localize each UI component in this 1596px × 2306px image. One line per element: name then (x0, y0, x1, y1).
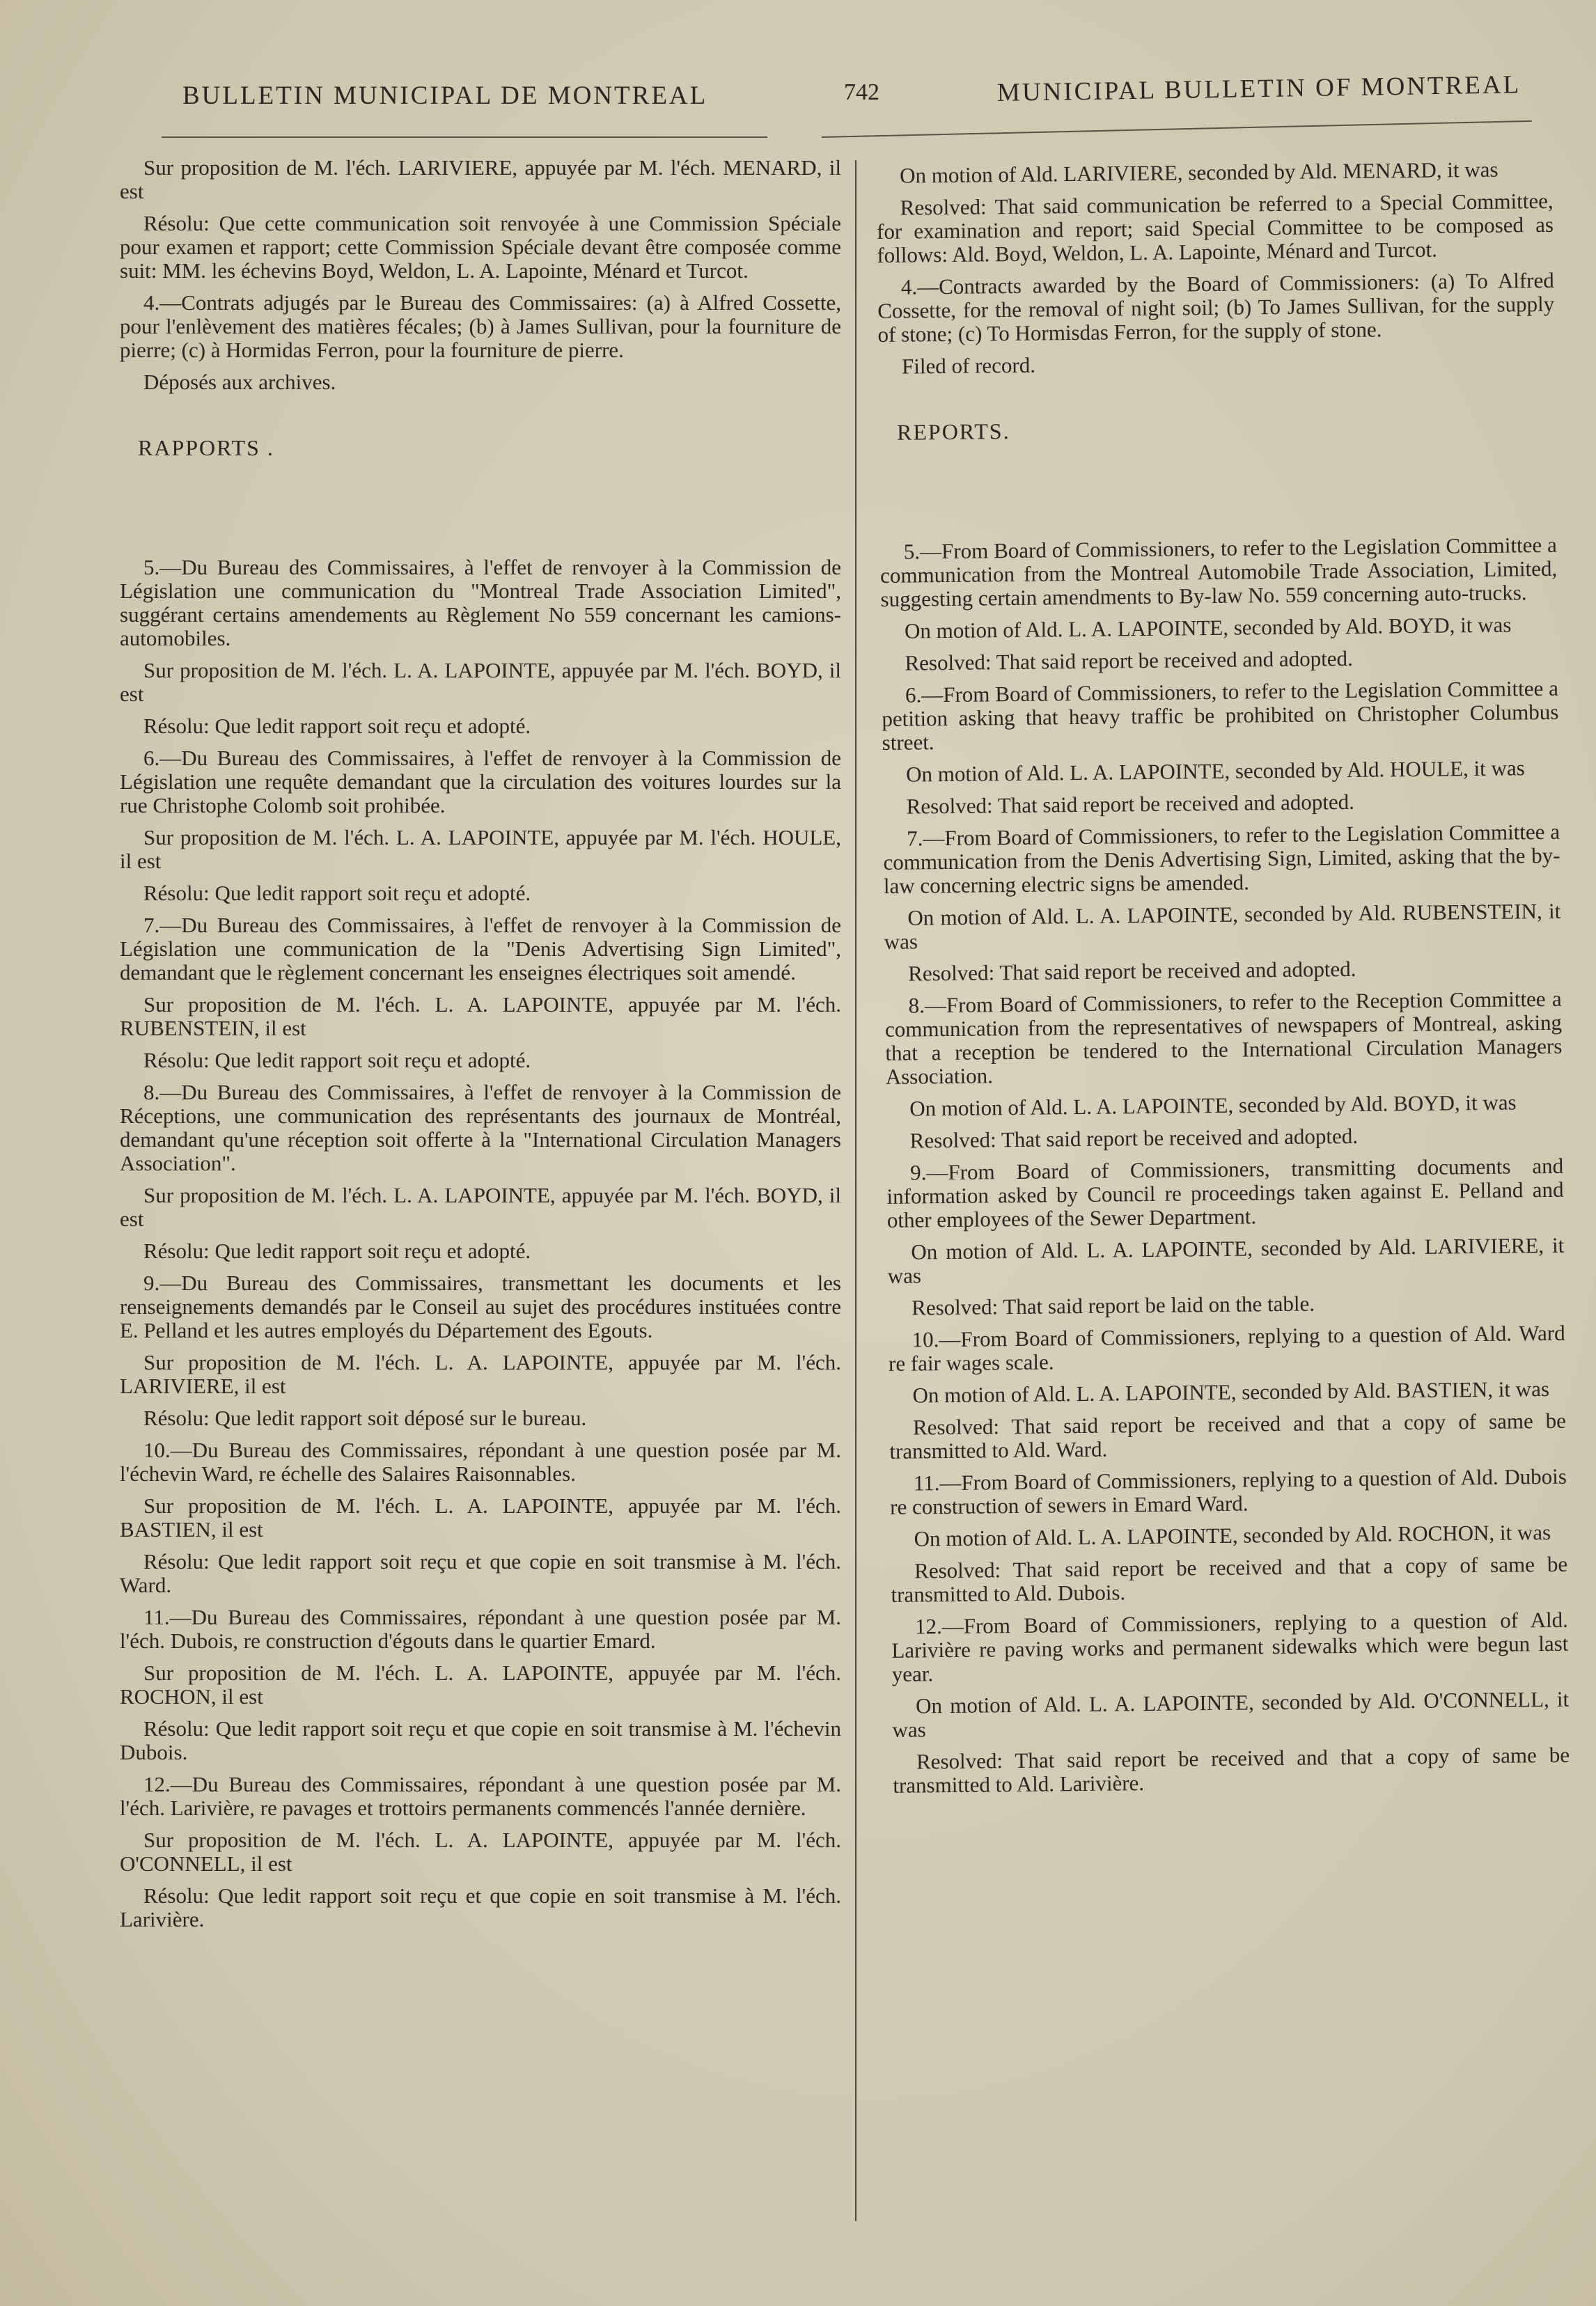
en-item-12-resolution: Resolved: That said report be received and that a copy of same be transmitted to Ald. Larivière. (893, 1742, 1570, 1798)
fr-item-12-text: 12.—Du Bureau des Commissaires, répondant à une question posée par M. l'éch. Larivière, re pavages et trottoirs permanents commencés l'année dernière. (120, 1772, 841, 1820)
fr-item-6-text: 6.—Du Bureau des Commissaires, à l'effet de renvoyer à la Commission de Législation une requête demandant que la circulation des voitures lourdes sur la rue Christophe Colomb soit prohibée. (120, 746, 841, 817)
en-item-5-resolution: Resolved: That said report be received and adopted. (905, 645, 1353, 675)
en-item-6-resolution: Resolved: That said report be received and adopted. (906, 789, 1355, 819)
en-item-7-resolution: Resolved: That said report be received and adopted. (907, 956, 1356, 986)
en-item-6-motion: On motion of Ald. L. A. LAPOINTE, seconded by Ald. HOULE, it was (905, 755, 1525, 787)
en-item-5-motion: On motion of Ald. L. A. LAPOINTE, seconded by Ald. BOYD, it was (904, 612, 1512, 643)
fr-item-5-resolution: Résolu: Que ledit rapport soit reçu et adopté. (143, 714, 531, 738)
en-item-6-text: 6.—From Board of Commissioners, to refer to the Legislation Committee a petition asking that heavy traffic be prohibited on Christopher Columbus street. (882, 675, 1559, 755)
en-item-8-resolution: Resolved: That said report be received and adopted. (909, 1123, 1359, 1153)
en-item-9-text: 9.—From Board of Commissioners, transmitting documents and information asked by Council re proceedings taken against E. Pelland and other employees of the Sewer Department. (886, 1153, 1564, 1232)
en-section-title: REPORTS. (896, 418, 1010, 445)
en-item-8-text: 8.—From Board of Commissioners, to refer to the Reception Committee a communication from the representatives of newspapers of Montreal, asking that a reception be tendered to the International Circulation Managers Association. (884, 986, 1563, 1089)
fr-item-12-motion: Sur proposition de M. l'éch. L. A. LAPOINTE, appuyée par M. l'éch. O'CONNELL, il est (120, 1828, 841, 1876)
en-item-7-motion: On motion of Ald. L. A. LAPOINTE, seconded by Ald. RUBENSTEIN, it was (884, 898, 1561, 954)
en-contracts: 4.—Contracts awarded by the Board of Commissioners: (a) To Alfred Cossette, for the removal of night soil; (b) To James Sullivan, for the supply of stone; (c) To Hormisdas Ferron, for the supply of stone. (877, 267, 1555, 347)
en-resolution-intro: Resolved: That said communication be referred to a Special Committee, for examination and report; said Special Committee to be composed as follows: Ald. Boyd, Weldon, L. A. Lapointe, Ménard and Turcot. (876, 188, 1554, 267)
en-item-5-text: 5.—From Board of Commissioners, to refer to the Legislation Committee a communication from the Montreal Automobile Trade Association, Limited, suggesting certain amendments to By-law No. 559 concerning auto-trucks. (880, 532, 1558, 611)
fr-item-8-resolution: Résolu: Que ledit rapport soit reçu et adopté. (143, 1239, 531, 1263)
fr-item-11-resolution: Résolu: Que ledit rapport soit reçu et que copie en soit transmise à M. l'échevin Dubois. (120, 1716, 841, 1764)
en-item-8-motion: On motion of Ald. L. A. LAPOINTE, seconded by Ald. BOYD, it was (909, 1090, 1517, 1121)
header-title-english: MUNICIPAL BULLETIN OF MONTREAL (996, 70, 1521, 107)
fr-section-title: RAPPORTS . (138, 435, 274, 460)
fr-item-8-text: 8.—Du Bureau des Commissaires, à l'effet de renvoyer à la Commission de Réceptions, une communication des représentants des journaux de Montréal, demandant qu'une réception soit offerte à la "International Circulation Managers Association". (120, 1080, 841, 1175)
fr-item-11-text: 11.—Du Bureau des Commissaires, répondant à une question posée par M. l'éch. Dubois, re construction d'égouts dans le quartier Emard. (120, 1605, 841, 1653)
en-item-10-resolution: Resolved: That said report be received and that a copy of same be transmitted to Ald. Ward. (889, 1408, 1567, 1464)
fr-contracts: 4.—Contrats adjugés par le Bureau des Commissaires: (a) à Alfred Cossette, pour l'enlèvement des matières fécales; (b) à James Sullivan, pour la fourniture de pierre; (c) à Hormidas Ferron, pour la fourniture de pierre. (120, 290, 841, 362)
fr-resolution-intro: Résolu: Que cette communication soit renvoyée à une Commission Spéciale pour examen et rapport; cette Commission Spéciale devant être composée comme suit: MM. les échevins Boyd, Weldon, L. A. Lapointe, Ménard et Turcot. (120, 211, 841, 283)
en-item-9-resolution: Resolved: That said report be laid on the table. (912, 1291, 1315, 1320)
page-header (0, 70, 1596, 131)
fr-item-5-text: 5.—Du Bureau des Commissaires, à l'effet de renvoyer à la Commission de Législation une communication du "Montreal Trade Association Limited", suggérant certains amendements au Règlement No 559 concernant les camions-automobiles. (120, 555, 841, 650)
en-filed: Filed of record. (901, 352, 1036, 379)
page-number: 742 (844, 79, 879, 105)
fr-item-6-motion: Sur proposition de M. l'éch. L. A. LAPOINTE, appuyée par M. l'éch. HOULE, il est (120, 825, 841, 873)
en-item-10-motion: On motion of Ald. L. A. LAPOINTE, seconded by Ald. BASTIEN, it was (912, 1376, 1550, 1408)
fr-item-10-resolution: Résolu: Que ledit rapport soit reçu et que copie en soit transmise à M. l'éch. Ward. (120, 1549, 841, 1597)
header-rule-left (162, 136, 767, 138)
fr-item-9-motion: Sur proposition de M. l'éch. L. A. LAPOINTE, appuyée par M. l'éch. LARIVIERE, il est (120, 1350, 841, 1398)
column-divider (855, 160, 856, 2221)
en-item-10-text: 10.—From Board of Commissioners, replying to a question of Ald. Ward re fair wages scale. (888, 1320, 1565, 1376)
fr-item-10-text: 10.—Du Bureau des Commissaires, répondant à une question posée par M. l'échevin Ward, re échelle des Salaires Raisonnables. (120, 1438, 841, 1486)
fr-item-5-motion: Sur proposition de M. l'éch. L. A. LAPOINTE, appuyée par M. l'éch. BOYD, il est (120, 658, 841, 706)
fr-item-9-resolution: Résolu: Que ledit rapport soit déposé sur le bureau. (143, 1406, 587, 1430)
fr-item-7-text: 7.—Du Bureau des Commissaires, à l'effet de renvoyer à la Commission de Législation une communication de la "Denis Advertising Sign Limited", demandant que le règlement concernant les enseignes électriques soit amendé. (120, 913, 841, 985)
en-item-12-text: 12.—From Board of Commissioners, replying to a question of Ald. Larivière re paving works and permanent sidewalks which were begun last year. (891, 1607, 1569, 1686)
fr-item-11-motion: Sur proposition de M. l'éch. L. A. LAPOINTE, appuyée par M. l'éch. ROCHON, il est (120, 1661, 841, 1709)
fr-item-7-motion: Sur proposition de M. l'éch. L. A. LAPOINTE, appuyée par M. l'éch. RUBENSTEIN, il est (120, 992, 841, 1040)
en-motion-intro: On motion of Ald. LARIVIERE, seconded by Ald. MENARD, it was (899, 157, 1499, 188)
fr-filed: Déposés aux archives. (143, 370, 336, 394)
fr-item-6-resolution: Résolu: Que ledit rapport soit reçu et adopté. (143, 881, 531, 905)
english-column (876, 157, 1570, 1806)
fr-item-7-resolution: Résolu: Que ledit rapport soit reçu et adopté. (143, 1048, 531, 1072)
fr-item-9-text: 9.—Du Bureau des Commissaires, transmettant les documents et les renseignements demandés par le Conseil au sujet des procédures instituées contre E. Pelland et les autres employés du Département des Egouts. (120, 1271, 841, 1342)
header-title-french: BULLETIN MUNICIPAL DE MONTREAL (182, 81, 708, 110)
en-item-9-motion: On motion of Ald. L. A. LAPOINTE, seconded by Ald. LARIVIERE, it was (887, 1232, 1565, 1288)
french-column (120, 156, 841, 1940)
fr-item-10-motion: Sur proposition de M. l'éch. L. A. LAPOINTE, appuyée par M. l'éch. BASTIEN, il est (120, 1493, 841, 1542)
en-item-11-resolution: Resolved: That said report be received and that a copy of same be transmitted to Ald. Dubois. (891, 1551, 1568, 1607)
en-item-11-text: 11.—From Board of Commissioners, replying to a question of Ald. Dubois re construction of sewers in Emard Ward. (890, 1464, 1567, 1519)
en-item-7-text: 7.—From Board of Commissioners, to refer to the Legislation Committee a communication from the Denis Advertising Sign, Limited, asking that the by-law concerning electric signs be amended. (883, 819, 1560, 898)
en-item-11-motion: On motion of Ald. L. A. LAPOINTE, seconded by Ald. ROCHON, it was (914, 1519, 1551, 1551)
fr-item-12-resolution: Résolu: Que ledit rapport soit reçu et que copie en soit transmise à M. l'éch. Larivière. (120, 1883, 841, 1931)
fr-motion-intro: Sur proposition de M. l'éch. LARIVIERE, appuyée par M. l'éch. MENARD, il est (120, 155, 841, 203)
en-item-12-motion: On motion of Ald. L. A. LAPOINTE, seconded by Ald. O'CONNELL, it was (892, 1686, 1570, 1742)
fr-item-8-motion: Sur proposition de M. l'éch. L. A. LAPOINTE, appuyée par M. l'éch. BOYD, il est (120, 1183, 841, 1231)
